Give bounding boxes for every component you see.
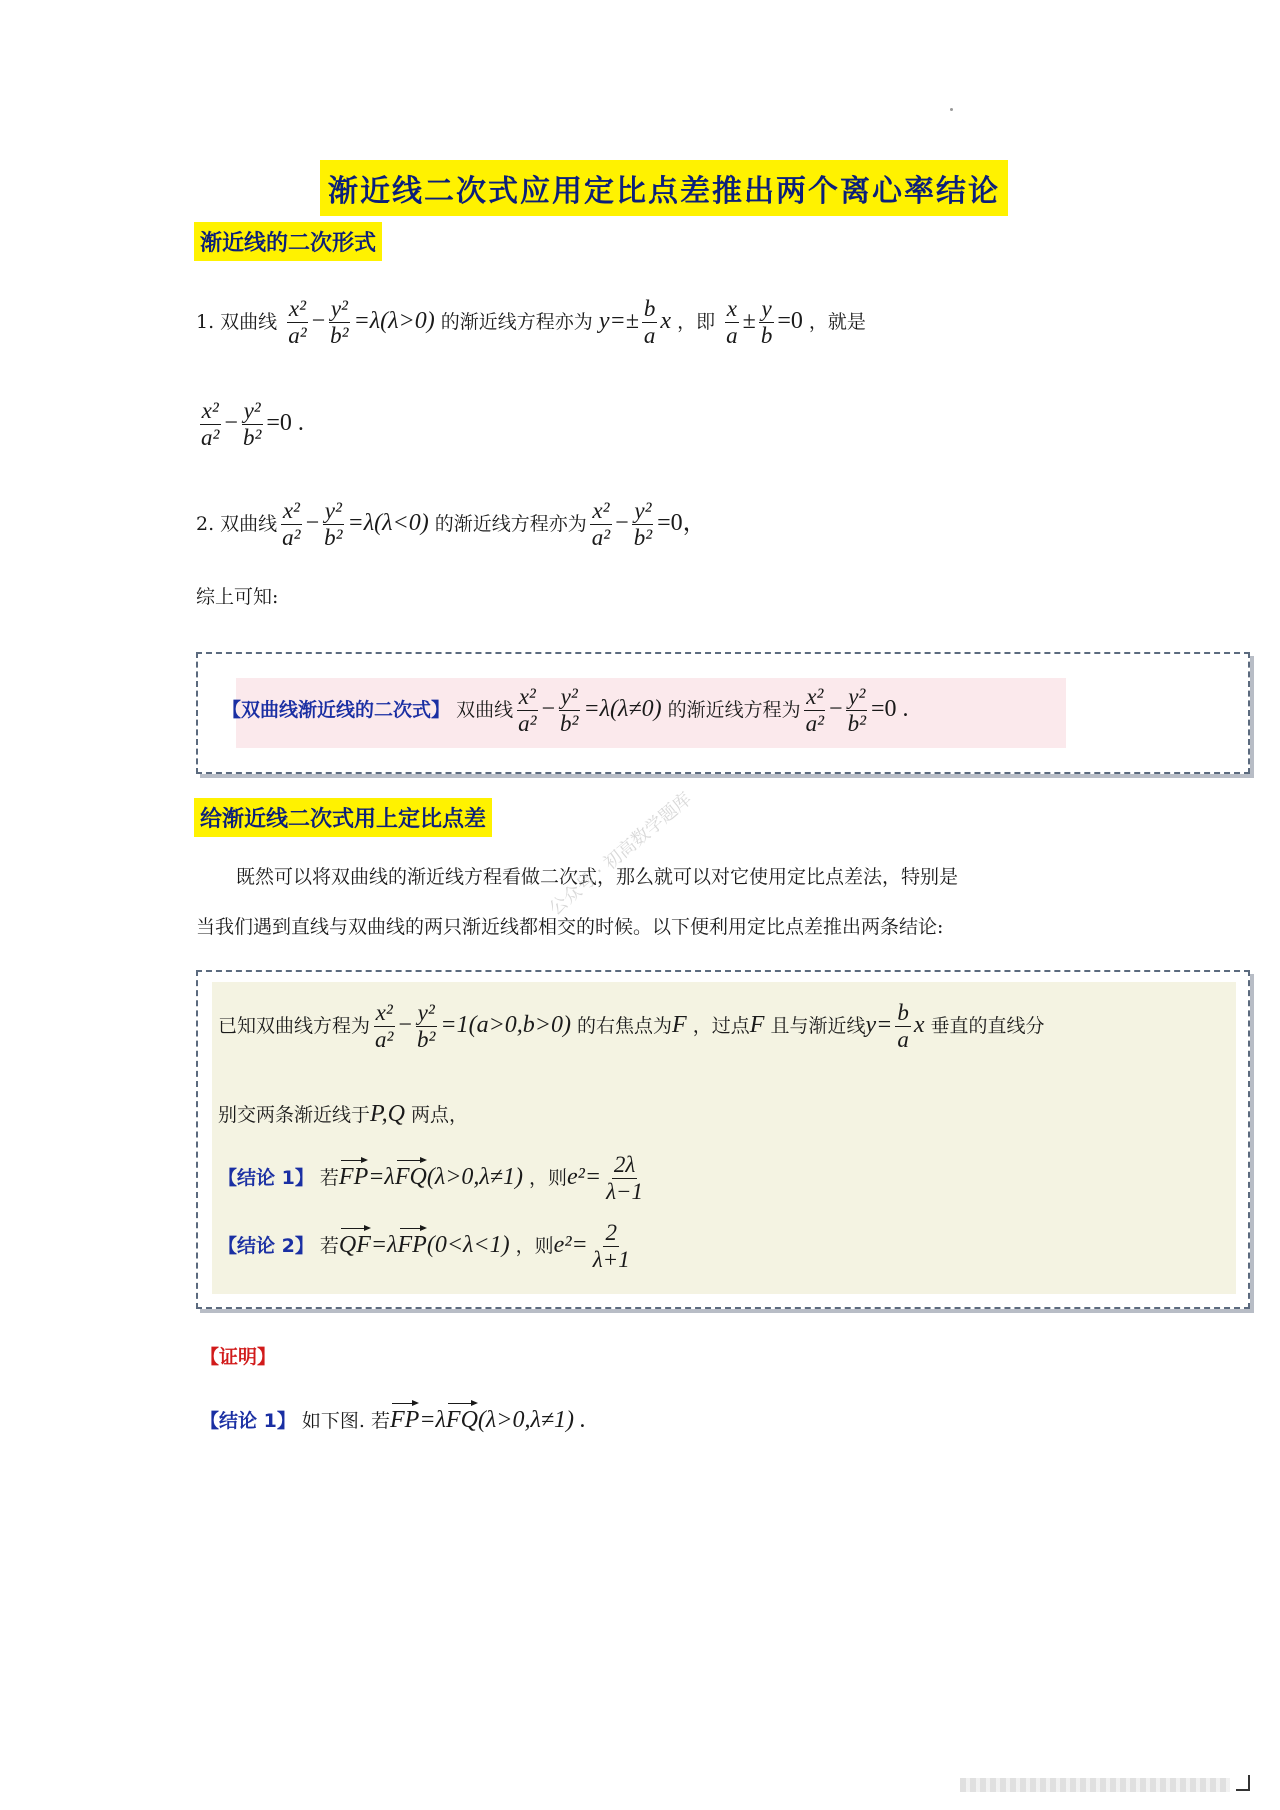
item-1-ji: ，即 (677, 310, 716, 333)
fraction: $\frac{\text{x²}}{\text{a²}}$ (591, 498, 611, 551)
page-corner-mark (1236, 1775, 1250, 1791)
item-1-mid: 的渐近线方程亦为 (440, 310, 593, 333)
theorem-line-1-e: 垂直的直线分 (930, 1014, 1045, 1037)
fraction: $\frac{y}{b}$ (760, 296, 773, 349)
proof-line-1: 【结论 1】 如下图. 若FP=λFQ(λ>0,λ≠1) . (200, 1400, 586, 1435)
key-result-text-1: 双曲线 (456, 698, 514, 721)
theorem-line-1-a: 已知双曲线方程为 (218, 1014, 371, 1037)
fraction: $\frac{\text{x²}}{\text{a²}}$ (375, 1000, 394, 1053)
item-1-prefix: 1. 双曲线 (196, 310, 278, 333)
theorem-line-1-d: 且与渐近线 (770, 1014, 866, 1037)
theorem-line-2-b: 两点， (410, 1104, 468, 1126)
item-1-end: ，就是 (808, 310, 866, 333)
blurred-footer (960, 1778, 1230, 1792)
conclusion-1-ze: ，则 (529, 1166, 568, 1189)
theorem-line-1-c: ，过点 (692, 1014, 750, 1037)
fraction: $\frac{\text{y²}}{\text{b²}}$ (416, 1000, 436, 1053)
item-1-continued: $\frac{\text{x²}}{\text{a²}}$ − $\frac{\text{y²}}{\text{b²}}$ =0 . (201, 398, 304, 451)
page-title: 渐近线二次式应用定比点差推出两个离心率结论 (320, 160, 1008, 216)
conclusion-2-ze: ，则 (515, 1234, 554, 1257)
item-2: 2. 双曲线 $\frac{\text{x²}}{\text{a²}}$ − $\frac{\text{y²}}{\text{b²}}$ =λ(λ<0) 的渐近线方程亦为 $\frac{\text{x²}}{\text{a²}}$ − $\frac{\text{y²}}{\text{b²}}$ =0， (196, 498, 707, 551)
watermark: 公众号 · 初高数学题库 (545, 788, 696, 920)
fraction: $\frac{\text{y²}}{\text{b²}}$ (633, 498, 653, 551)
fraction: $\frac{2}{\lambda+1}$ (592, 1220, 630, 1273)
conclusion-1-tag: 【结论 1】 (218, 1166, 314, 1189)
conclusion-2: 【结论 2】 若QF=λFP(0<λ<1) ，则e²= $\frac{2}{\lambda+1}$ (218, 1220, 630, 1273)
fraction: $\frac{\text{y²}}{\text{b²}}$ (560, 684, 579, 737)
fraction: $\frac{\text{y²}}{\text{b²}}$ (847, 684, 866, 737)
proof-conclusion-1-tag: 【结论 1】 (200, 1410, 296, 1432)
theorem-line-2-a: 别交两条渐近线于 (218, 1104, 371, 1126)
fraction: $\frac{b}{a}$ (897, 1000, 909, 1053)
proof-conclusion-1-text: 如下图. 若 (301, 1410, 390, 1432)
theorem-box (196, 970, 1250, 1309)
fraction: $\frac{2\lambda}{\lambda-1}$ (606, 1152, 644, 1205)
theorem-line-1-b: 的右焦点为 (577, 1014, 673, 1037)
conclusion-2-tag: 【结论 2】 (218, 1234, 314, 1257)
conclusion-2-ruo: 若 (319, 1234, 339, 1257)
section-heading-2: 给渐近线二次式用上定比点差 (194, 798, 492, 837)
item-2-prefix: 2. 双曲线 (196, 512, 278, 535)
fraction: $\frac{\text{y²}}{\text{b²}}$ (242, 398, 262, 451)
key-result-text-2: 的渐近线方程为 (667, 698, 801, 721)
speck (950, 108, 953, 111)
fraction: $\frac{\text{x²}}{\text{a²}}$ (282, 498, 301, 551)
section-heading-1: 渐近线的二次形式 (194, 222, 382, 261)
summary-text: 综上可知: (196, 586, 279, 608)
fraction: $\frac{\text{x²}}{\text{a²}}$ (805, 684, 825, 737)
fraction: $\frac{\text{x²}}{\text{a²}}$ (518, 684, 537, 737)
theorem-line-1: 已知双曲线方程为 $\frac{\text{x²}}{\text{a²}}$ − $\frac{\text{y²}}{\text{b²}}$ =1(a>0,b>0) 的右焦点为F ，过点F 且与渐近线y= $\frac{b}{a}$ x 垂直的直线分 (218, 1000, 1045, 1053)
fraction: $\frac{\text{x²}}{\text{a²}}$ (201, 398, 220, 451)
key-result-text: 【双曲线渐近线的二次式】 双曲线 $\frac{\text{x²}}{\text{a²}}$ − $\frac{\text{y²}}{\text{b²}}$ =λ(λ≠0) 的渐近线方程为 $\frac{\text{x²}}{\text{a²}}$ − $\frac{\text{y²}}{\text{b²}}$ =0 . (222, 684, 909, 737)
fraction: $\frac{\text{x²}}{\text{a²}}$ (288, 296, 307, 349)
key-result-tag: 【双曲线渐近线的二次式】 (222, 698, 451, 721)
paragraph-line-2: 当我们遇到直线与双曲线的两只渐近线都相交的时候。以下便利用定比点差推出两条结论: (196, 916, 944, 938)
paragraph-line-1: 既然可以将双曲线的渐近线方程看做二次式，那么就可以对它使用定比点差法，特别是 (236, 866, 959, 888)
fraction: $\frac{\text{y²}}{\text{b²}}$ (324, 498, 343, 551)
theorem-line-2: 别交两条渐近线于P,Q 两点， (218, 1101, 468, 1127)
fraction: $\frac{\text{y²}}{\text{b²}}$ (330, 296, 349, 349)
conclusion-1-ruo: 若 (319, 1166, 339, 1189)
item-2-mid: 的渐近线方程亦为 (434, 512, 587, 535)
fraction: $\frac{b}{a}$ (643, 296, 656, 349)
conclusion-1: 【结论 1】 若FP=λFQ(λ>0,λ≠1) ，则e²= $\frac{2\lambda}{\lambda-1}$ (218, 1152, 644, 1205)
fraction: $\frac{x}{a}$ (726, 296, 738, 349)
key-result-box (196, 652, 1250, 774)
item-1: 1. 双曲线 $\frac{\text{x²}}{\text{a²}}$ − $\frac{\text{y²}}{\text{b²}}$ =λ(λ>0) 的渐近线方程亦为 y=± $\frac{b}{a}$ x ，即 $\frac{x}{a}$ ± $\frac{y}{b}$ =0 ，就是 (196, 296, 866, 349)
proof-tag: 【证明】 (200, 1346, 277, 1368)
